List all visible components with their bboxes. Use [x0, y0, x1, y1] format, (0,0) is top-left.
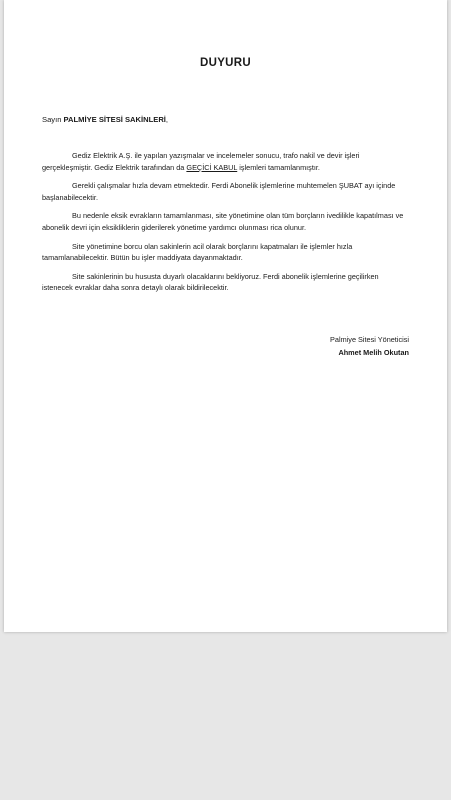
- signature-block: [330, 333, 409, 359]
- salutation: [42, 115, 168, 124]
- paragraph-1: [42, 150, 410, 173]
- paragraph-2: Gerekli çalışmalar hızla devam etmektedir. Ferdi Abonelik işlemlerine muhtemelen ŞUBAT ayı içinde başlanabilecektir.: [42, 181, 396, 202]
- document-page: [4, 0, 447, 632]
- signature-name: Ahmet Melih Okutan: [338, 348, 409, 357]
- paragraph-1-text: Gediz Elektrik A.Ş. ile yapılan yazışmalar ve incelemeler sonucu, trafo nakil ve devir işleri gerçekleşmiştir. Gediz Elektrik tarafından da: [42, 151, 360, 172]
- document-title: DUYURU: [200, 57, 251, 69]
- signature-role: Palmiye Sitesi Yöneticisi: [330, 335, 409, 344]
- paragraph-4: Site yönetimine borcu olan sakinlerin acil olarak borçlarını kapatmaları ile işlemler hızla tamamlanabilecektir. Bütün bu işler maddiyata dayanmaktadır.: [42, 241, 353, 263]
- salutation-recipients: PALMİYE SİTESİ SAKİNLERİ: [63, 115, 166, 124]
- paragraph-1-text-end: işlemleri tamamlanmıştır.: [237, 162, 320, 172]
- salutation-prefix: Sayın: [42, 115, 64, 124]
- paragraph-5: Site sakinlerinin bu hususta duyarlı olacaklarını bekliyoruz. Ferdi abonelik işlemlerine geçilirken istenecek evraklar daha sonra detaylı olarak bildirilecektir.: [42, 271, 379, 293]
- paragraph-3: Bu nedenle eksik evrakların tamamlanması, site yönetimine olan tüm borçların ivedilikle kapatılması ve abonelik devri için eksikliklerin giderilerek yönetime yardımcı olunması rica olunur.: [42, 211, 404, 232]
- temporary-acceptance-text: GEÇİCİ KABUL: [186, 162, 238, 172]
- salutation-suffix: ,: [165, 115, 169, 124]
- announcement-body: [42, 150, 410, 301]
